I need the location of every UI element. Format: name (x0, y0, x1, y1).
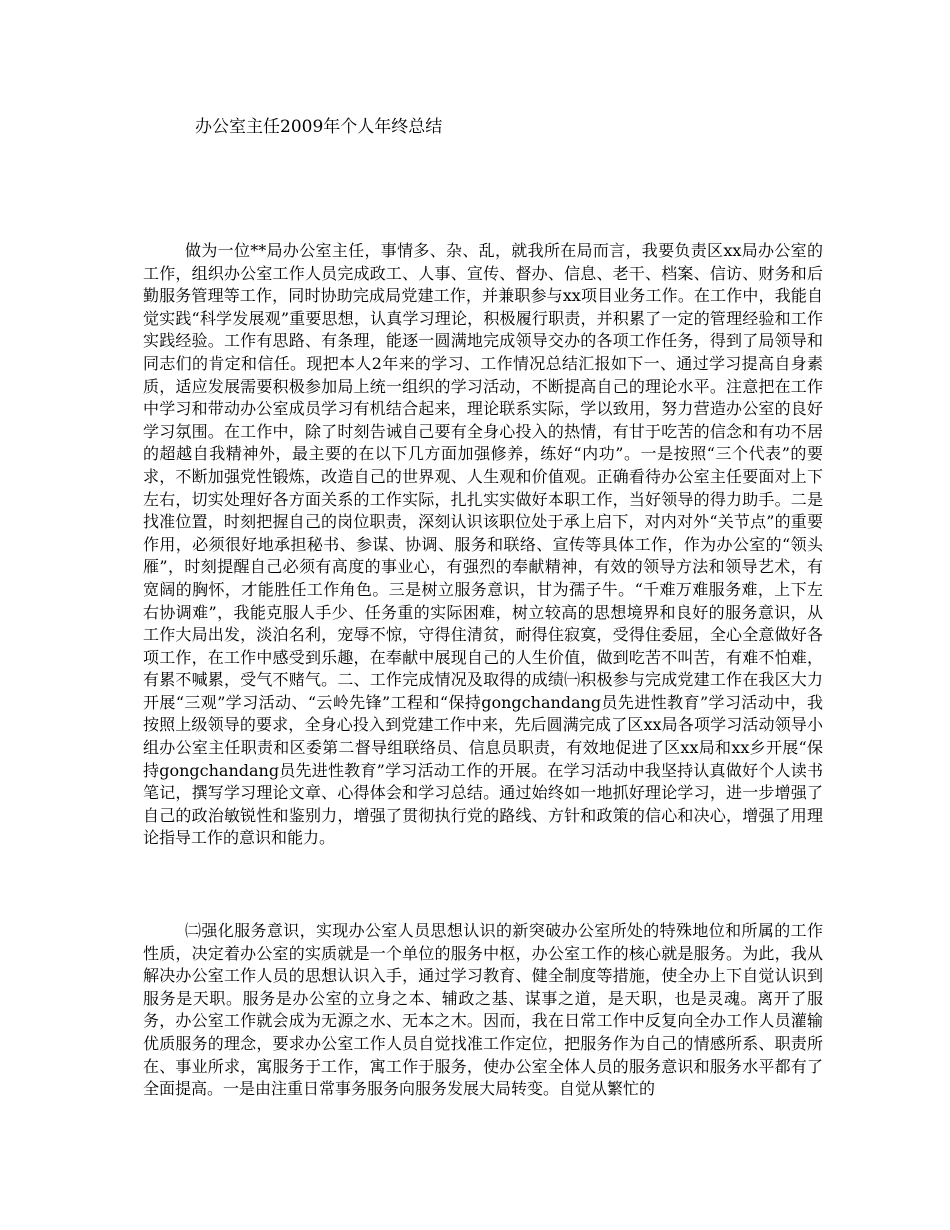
body-paragraph-2: ㈡强化服务意识，实现办公室人员思想认识的新突破办公室所处的特殊地位和所属的工作性质，决定着办公室的实质就是一个单位的服务中枢，办公室工作的核心就是服务。为此，我从解决办公室工作人员的思想认识入手，通过学习教育、健全制度等措施，使全办上下自觉认识到服务是天职。服务是办公室的立身之本、辅政之基、谋事之道，是天职，也是灵魂。离开了服务，办公室工作就会成为无源之水、无本之木。因而，我在日常工作中反复向全办工作人员灌输优质服务的理念，要求办公室工作人员自觉找准工作定位，把服务作为自己的情感所系、职责所在、事业所求，寓服务于工作，寓工作于服务，使办公室全体人员的服务意识和服务水平都有了全面提高。一是由注重日常事务服务向服务发展大局转变。自觉从繁忙的 (143, 921, 823, 1099)
body-paragraph-1: 做为一位**局办公室主任，事情多、杂、乱，就我所在局而言，我要负责区xx局办公室的工作，组织办公室工作人员完成政工、人事、宣传、督办、信息、老干、档案、信访、财务和后勤服务管理等工作，同时协助完成局党建工作，并兼职参与xx项目业务工作。在工作中，我能自觉实践“科学发展观”重要思想，认真学习理论，积极履行职责，并积累了一定的管理经验和工作实践经验。工作有思路、有条理，能逐一圆满地完成领导交办的各项工作任务，得到了局领导和同志们的肯定和信任。现把本人2年来的学习、工作情况总结汇报如下一、通过学习提高自身素质，适应发展需要积极参加局上统一组织的学习活动，不断提高自己的理论水平。注意把在工作中学习和带动办公室成员学习有机结合起来，理论联系实际，学以致用，努力营造办公室的良好学习氛围。在工作中，除了时刻告诫自己要有全身心投入的热情，有甘于吃苦的信念和有功不居的超越自我精神外，最主要的在以下几方面加强修养，练好“内功”。一是按照“三个代表”的要求，不断加强党性锻炼，改造自己的世界观、人生观和价值观。正确看待办公室主任要面对上下左右，切实处理好各方面关系的工作实际，扎扎实实做好本职工作，当好领导的得力助手。二是找准位置，时刻把握自己的岗位职责，深刻认识该职位处于承上启下，对内对外“关节点”的重要作用，必须很好地承担秘书、参谋、协调、服务和联络、宣传等具体工作，作为办公室的“领头雁”，时刻提醒自己必须有高度的事业心，有强烈的奉献精神，有效的领导方法和领导艺术，有宽阔的胸怀，才能胜任工作角色。三是树立服务意识，甘为孺子牛。“千难万难服务难，上下左右协调难”，我能克服人手少、任务重的实际困难，树立较高的思想境界和良好的服务意识，从工作大局出发，淡泊名利，宠辱不惊，守得住清贫，耐得住寂寞，受得住委屈，全心全意做好各项工作，在工作中感受到乐趣，在奉献中展现自己的人生价值，做到吃苦不叫苦，有难不怕难，有累不喊累，受气不赌气。二、工作完成情况及取得的成绩㈠积极参与完成党建工作在我区大力开展“三观”学习活动、“云岭先锋”工程和“保持gongchandang员先进性教育”学习活动中，我按照上级领导的要求，全身心投入到党建工作中来，先后圆满完成了区xx局各项学习活动领导小组办公室主任职责和区委第二督导组联络员、信息员职责，有效地促进了区xx局和xx乡开展“保持gongchandang员先进性教育”学习活动工作的开展。在学习活动中我坚持认真做好个人读书笔记，撰写学习理论文章、心得体会和学习总结。通过始终如一地抓好理论学习，进一步增强了自己的政治敏锐性和鉴别力，增强了贯彻执行党的路线、方针和政策的信心和决心，增强了用理论指导工作的意识和能力。 (143, 241, 823, 848)
document-title: 办公室主任2009年个人年终总结 (195, 117, 443, 137)
